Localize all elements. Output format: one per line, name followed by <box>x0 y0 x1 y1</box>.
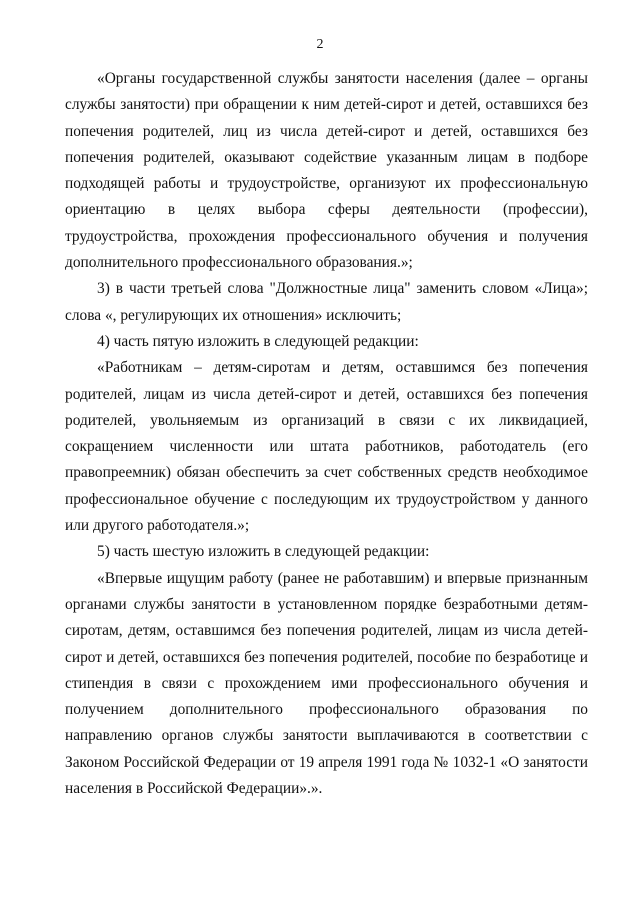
paragraph-amendment-part-five-intro: 4) часть пятую изложить в следующей редакции: <box>97 332 419 350</box>
paragraph-amendment-part-three: 3) в части третьей слова "Должностные лица" заменить словом «Лица»; слова «, регулирующих их отношения» исключить; <box>65 280 588 324</box>
paragraph-amendment-part-six-intro: 5) часть шестую изложить в следующей редакции: <box>97 543 430 561</box>
document-body <box>65 66 588 802</box>
paragraph-part-five-text: «Работникам – детям-сиротам и детям, оставшимся без попечения родителей, лицам из числа детей-сирот и детей, оставшихся без попечения родителей, увольняемым из организаций в связи с их ликвидацией, сокращением численности или штата работников, работодатель (его правопреемник) обязан обеспечить за счет собственных средств необходимое профессиональное обучение с последующим их трудоустройством у данного или другого работодателя.»; <box>65 359 588 535</box>
paragraph-part-six-text: «Впервые ищущим работу (ранее не работавшим) и впервые признанным органами службы занятости в установленном порядке безработными детям-сиротам, детям, оставшимся без попечения родителей, лицам из числа детей-сирот и детей, оставшихся без попечения родителей, пособие по безработице и стипендия в связи с прохождением ими профессионального обучения и получением дополнительного профессионального образования по направлению органов службы занятости выплачиваются в соответствии с Законом Российской Федерации от 19 апреля 1991 года № 1032-1 «О занятости населения в Российской Федерации».». <box>65 569 588 798</box>
paragraph-employment-services: «Органы государственной службы занятости населения (далее – органы службы занятости) при обращении к ним детей-сирот и детей, оставшихся без попечения родителей, лиц из числа детей-сирот и детей, оставшихся без попечения родителей, оказывают содействие указанным лицам в подборе подходящей работы и трудоустройстве, организуют их профессиональную ориентацию в целях выбора сферы деятельности (профессии), трудоустройства, прохождения профессионального обучения и получения дополнительного профессионального образования.»; <box>65 70 588 272</box>
page-number: 2 <box>316 37 324 52</box>
